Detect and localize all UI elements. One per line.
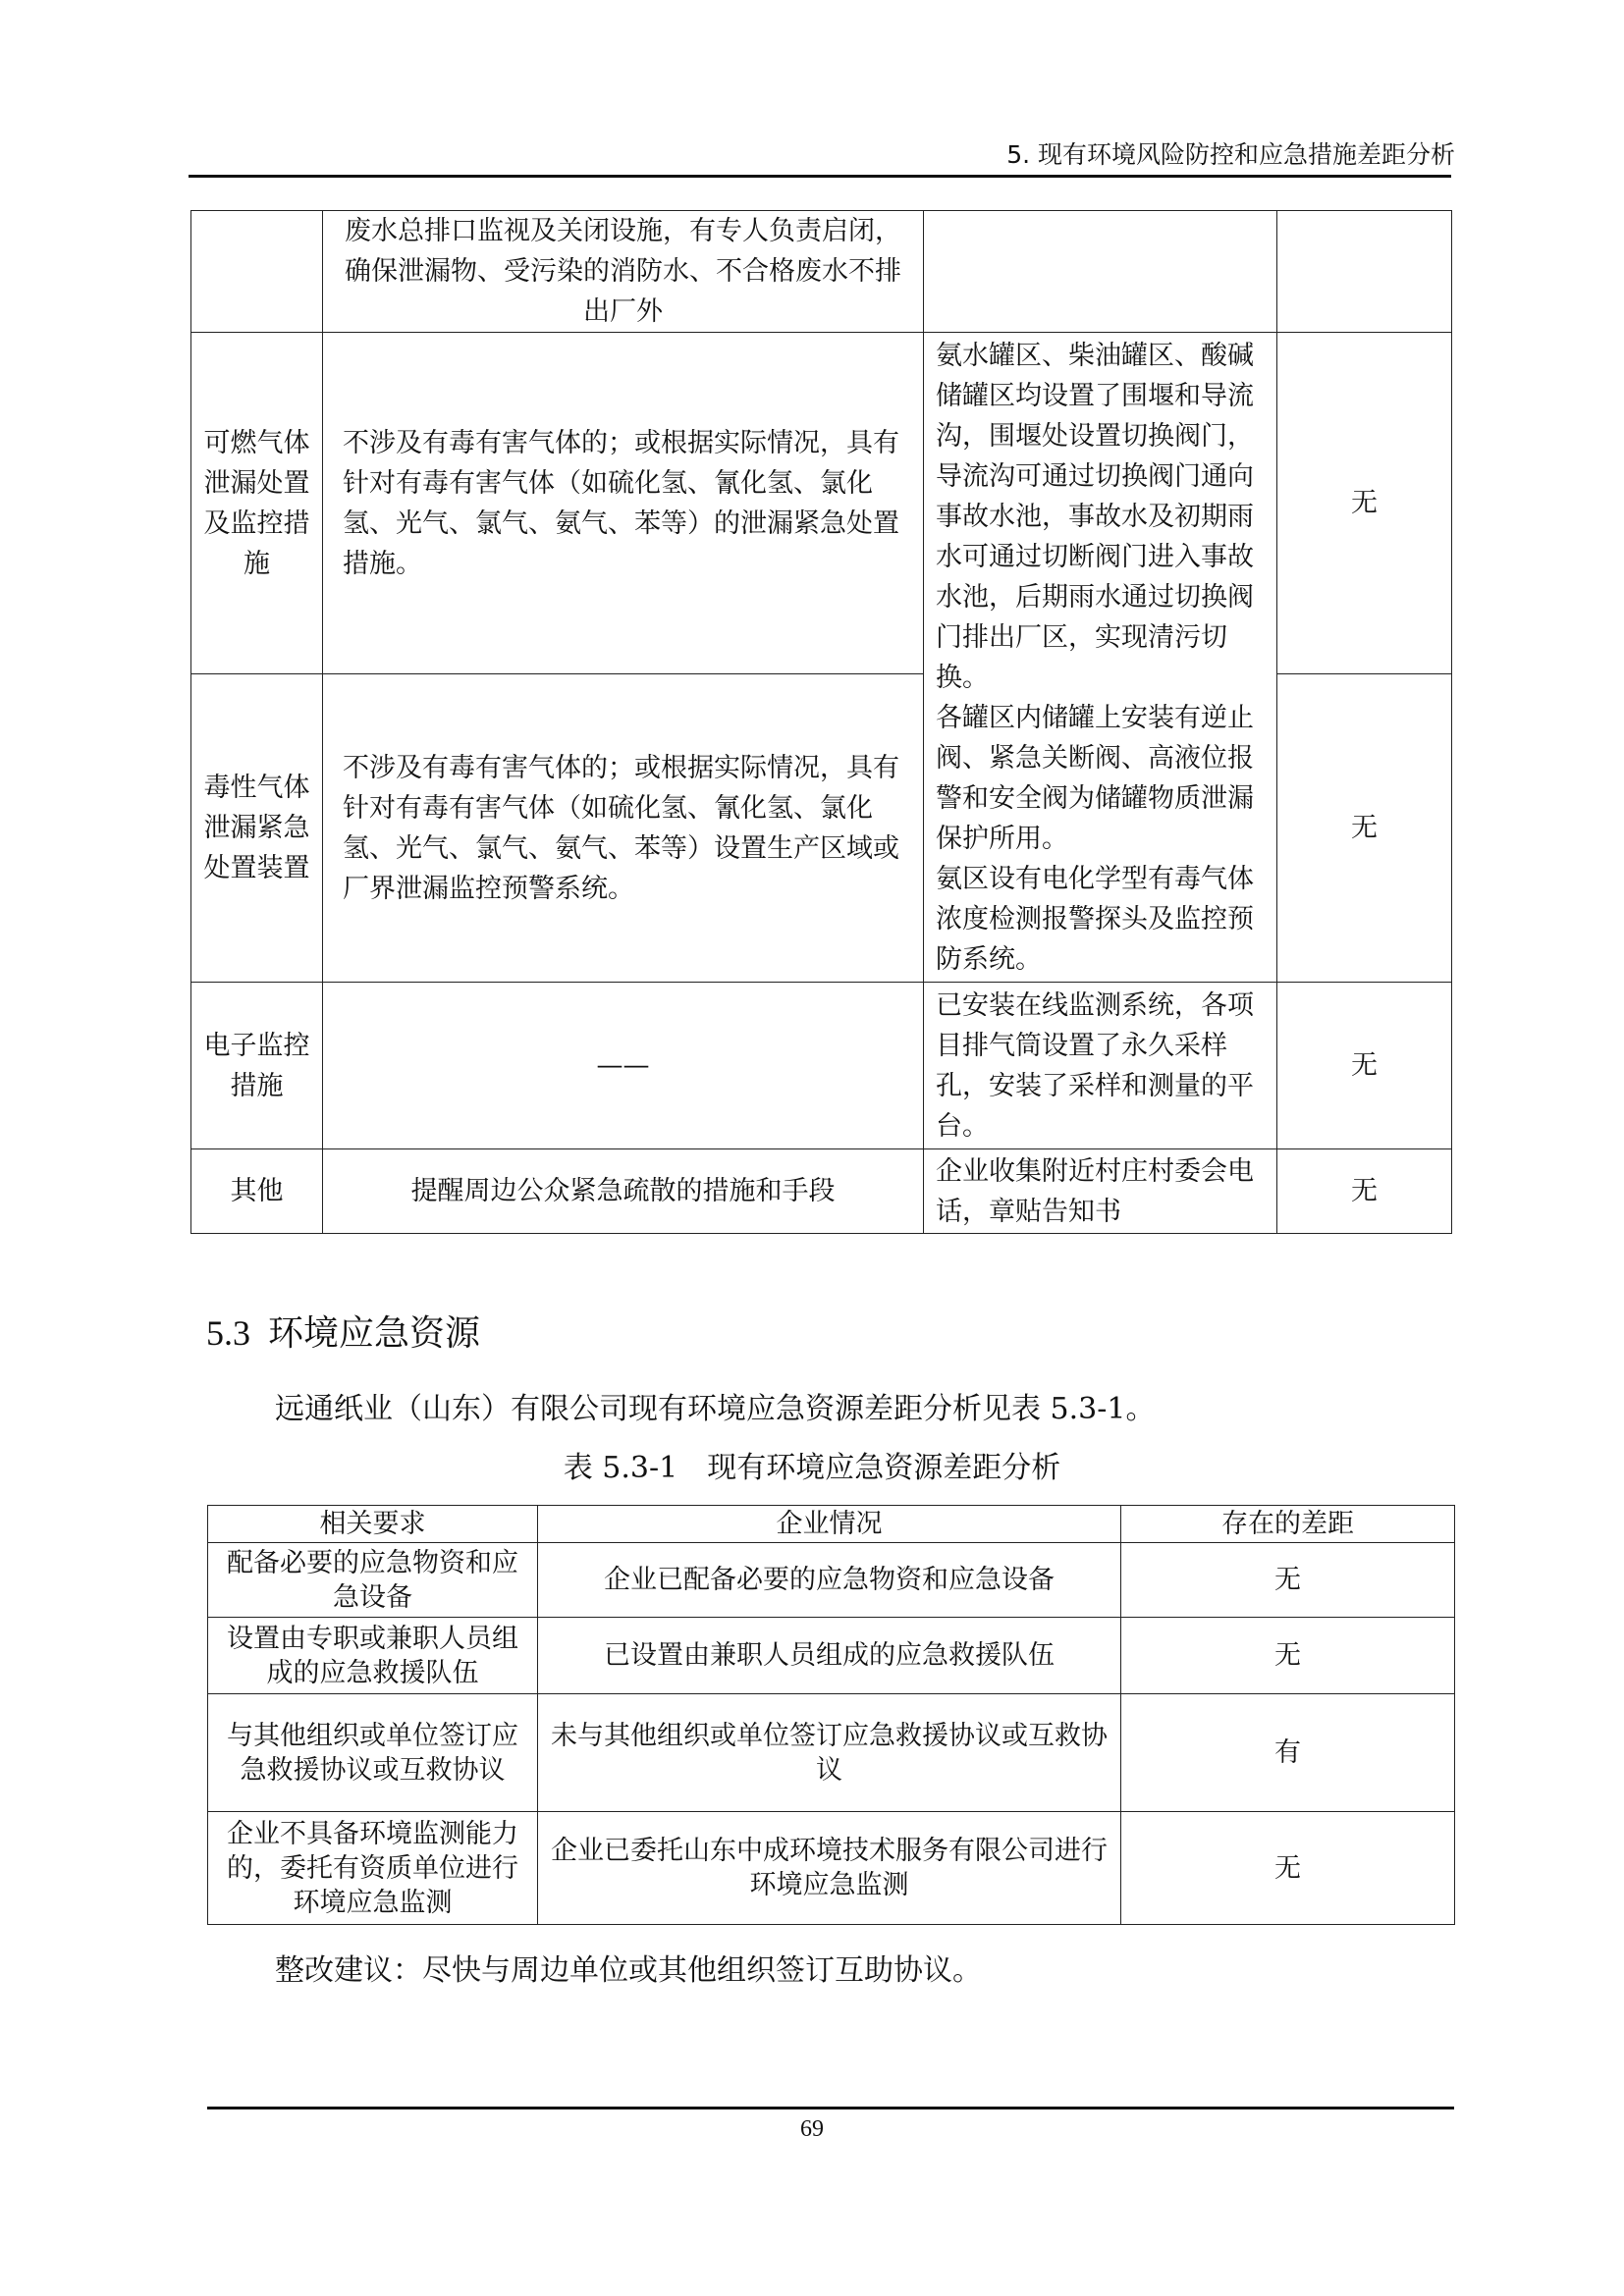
header-rule	[189, 175, 1451, 178]
section-number: 5.3	[206, 1313, 250, 1353]
column-header: 企业情况	[538, 1506, 1121, 1543]
gap-cell: 无	[1121, 1618, 1455, 1694]
category-cell: 其他	[191, 1149, 323, 1234]
risk-control-table	[190, 210, 1452, 1234]
situation-paragraph: 各罐区内储罐上安装有逆止阀、紧急关断阀、高液位报警和安全阀为储罐物质泄漏保护所用。	[936, 702, 1254, 854]
situation-cell: 已安装在线监测系统，各项目排气筒设置了永久采样孔，安装了采样和测量的平台。	[924, 983, 1277, 1149]
gap-cell: 无	[1121, 1812, 1455, 1925]
section-title: 环境应急资源	[268, 1313, 481, 1354]
table-header-row	[208, 1506, 1455, 1543]
requirement-cell: 企业不具备环境监测能力的，委托有资质单位进行环境应急监测	[208, 1812, 538, 1925]
table-row	[208, 1543, 1455, 1618]
column-header: 存在的差距	[1121, 1506, 1455, 1543]
page-number: 69	[800, 2116, 824, 2142]
gap-cell: 无	[1121, 1543, 1455, 1618]
requirement-cell: 不涉及有毒有害气体的；或根据实际情况，具有针对有毒有害气体（如硫化氢、氰化氢、氯化氢、光气、氯气、氨气、苯等）设置生产区域或厂界泄漏监控预警系统。	[323, 674, 924, 983]
situation-cell: 企业收集附近村庄村委会电话，章贴告知书	[924, 1149, 1277, 1234]
situation-cell	[924, 211, 1277, 333]
requirement-cell: 提醒周边公众紧急疏散的措施和手段	[323, 1149, 924, 1234]
status-cell: 企业已配备必要的应急物资和应急设备	[538, 1543, 1121, 1618]
gap-cell: 无	[1277, 1149, 1452, 1234]
gap-cell: 有	[1121, 1694, 1455, 1812]
emergency-resource-table	[207, 1505, 1455, 1925]
gap-cell	[1277, 211, 1452, 333]
status-cell: 未与其他组织或单位签订应急救援协议或互救协议	[538, 1694, 1121, 1812]
requirement-cell: 不涉及有毒有害气体的；或根据实际情况，具有针对有毒有害气体（如硫化氢、氰化氢、氯化氢、光气、氯气、氨气、苯等）的泄漏紧急处置措施。	[323, 333, 924, 674]
status-cell: 已设置由兼职人员组成的应急救援队伍	[538, 1618, 1121, 1694]
category-cell: 可燃气体泄漏处置及监控措施	[191, 333, 323, 674]
requirement-cell: ——	[323, 983, 924, 1149]
situation-paragraph: 氨区设有电化学型有毒气体浓度检测报警探头及监控预防系统。	[936, 863, 1254, 975]
situation-cell-merged	[924, 333, 1277, 983]
requirement-cell: 配备必要的应急物资和应急设备	[208, 1543, 538, 1618]
table-row	[208, 1694, 1455, 1812]
table-row	[191, 211, 1452, 333]
column-header: 相关要求	[208, 1506, 538, 1543]
table-row	[208, 1618, 1455, 1694]
category-cell: 电子监控措施	[191, 983, 323, 1149]
requirement-cell: 与其他组织或单位签订应急救援协议或互救协议	[208, 1694, 538, 1812]
category-cell: 毒性气体泄漏紧急处置装置	[191, 674, 323, 983]
gap-cell: 无	[1277, 674, 1452, 983]
status-cell: 企业已委托山东中成环境技术服务有限公司进行环境应急监测	[538, 1812, 1121, 1925]
table-row	[191, 333, 1452, 674]
table-row	[208, 1812, 1455, 1925]
running-header: 5. 现有环境风险防控和应急措施差距分析	[1006, 140, 1455, 169]
situation-paragraph: 氨水罐区、柴油罐区、酸碱储罐区均设置了围堰和导流沟，围堰处设置切换阀门，导流沟可通过切换阀门通向事故水池，事故水及初期雨水可通过切断阀门进入事故水池，后期雨水通过切换阀门排出厂区，实现清污切换。	[936, 340, 1254, 693]
requirement-cell: 废水总排口监视及关闭设施，有专人负责启闭，确保泄漏物、受污染的消防水、不合格废水不排出厂外	[323, 211, 924, 333]
footer-rule	[207, 2107, 1454, 2109]
table-row	[191, 1149, 1452, 1234]
body-paragraph: 远通纸业（山东）有限公司现有环境应急资源差距分析见表 5.3-1。	[275, 1392, 1156, 1426]
section-heading	[206, 1306, 480, 1356]
requirement-cell: 设置由专职或兼职人员组成的应急救援队伍	[208, 1618, 538, 1694]
category-cell	[191, 211, 323, 333]
gap-cell: 无	[1277, 333, 1452, 674]
gap-cell: 无	[1277, 983, 1452, 1149]
table-caption: 表 5.3-1 现有环境应急资源差距分析	[563, 1451, 1061, 1485]
table-row	[191, 983, 1452, 1149]
rectification-suggestion: 整改建议：尽快与周边单位或其他组织签订互助协议。	[275, 1953, 982, 1988]
